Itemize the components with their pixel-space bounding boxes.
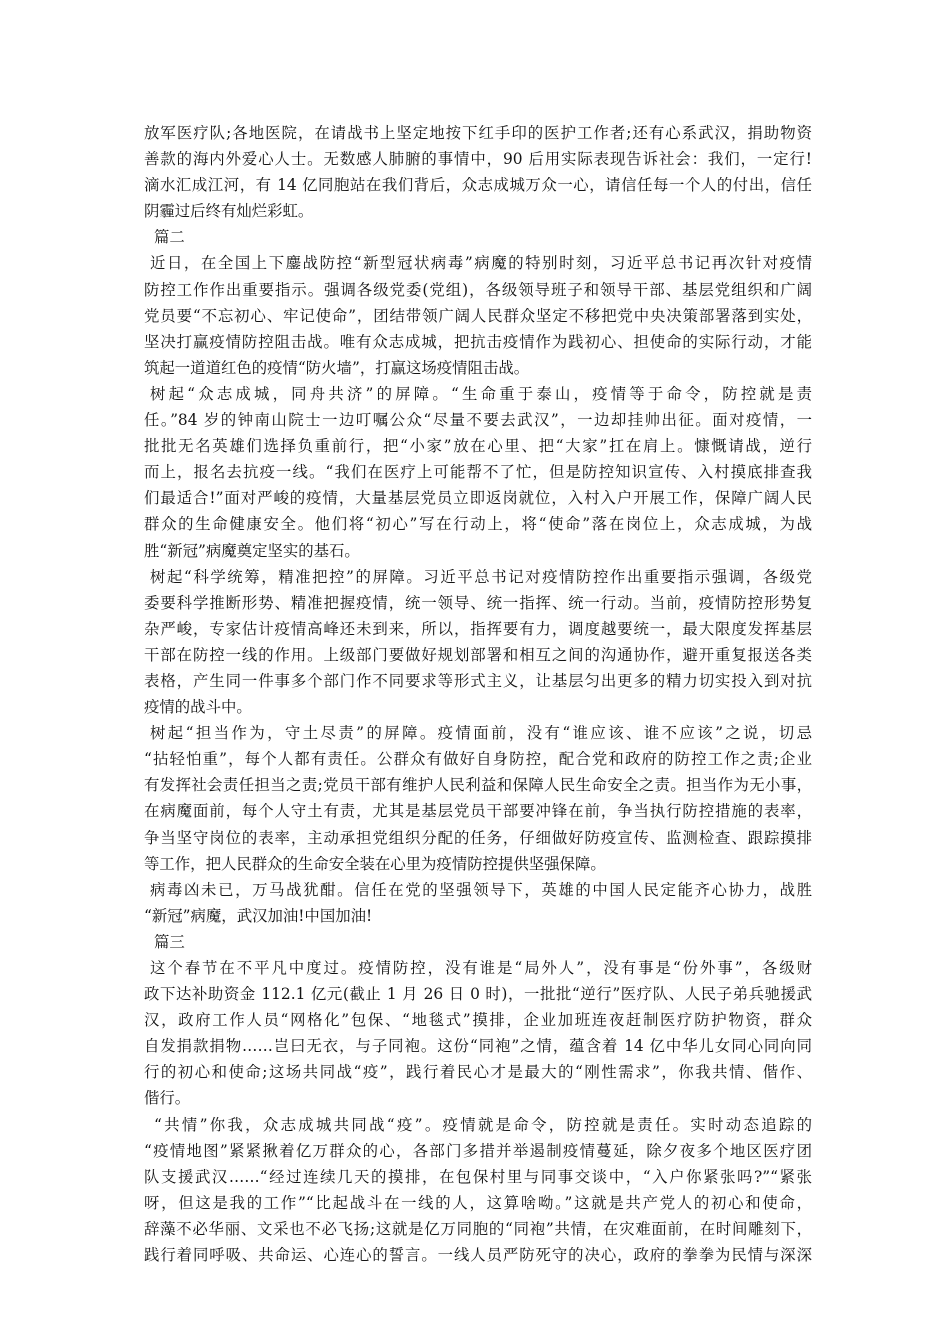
text-line: “新冠”病魔，武汉加油!中国加油! [144,906,373,925]
text-line: 辞藻不必华丽、文采也不必飞扬;这就是亿万同胞的“同袍”共情，在灾难面前，在时间雕刻下， [144,1219,812,1238]
text-line: 疫情的战斗中。 [144,698,252,717]
text-line: “共情”你我，众志成城共同战“疫”。疫情就是命令，防控就是责任。实时动态追踪的 [154,1115,812,1134]
text-line: 胜“新冠”病魔奠定坚实的基石。 [144,541,360,560]
text-line: 病毒凶未已，万马战犹酣。信任在党的坚强领导下，英雄的中国人民定能齐心协力，战胜 [150,880,812,899]
text-line: 任。”84 岁的钟南山院士一边叮嘱公众“尽量不要去武汉”，一边却挂帅出征。面对疫情，一 [144,411,812,430]
text-line: 阴霾过后终有灿烂彩虹。 [144,202,314,221]
text-line: 党员要“不忘初心、牢记使命”，团结带领广阔人民群众坚定不移把党中央决策部署落到实处， [144,306,812,325]
text-line: 群众的生命健康安全。他们将“初心”写在行动上，将“使命”落在岗位上，众志成城，为战 [144,515,812,534]
text-line: 队支援武汉……“经过连续几天的摸排，在包保村里与同事交谈中，“入户你紧张吗?”“紧张 [144,1167,812,1186]
text-line: 树起“担当作为，守土尽责”的屏障。疫情面前，没有“谁应该、谁不应该”之说，切忌 [150,724,812,743]
text-line: “拈轻怕重”，每个人都有责任。公群众有做好自身防控，配合党和政府的防控工作之责;企业 [144,750,812,769]
text-line: “疫情地图”紧紧揪着亿万群众的心，各部门多措并举遏制疫情蔓延，除夕夜多个地区医疗团 [144,1141,812,1160]
section-heading: 篇二 [154,228,185,247]
text-line: 争当坚守岗位的表率，主动承担党组织分配的任务，仔细做好防疫宣传、监测检查、跟踪摸排 [144,828,812,847]
text-line: 行的初心和使命;这场共同战“疫”，践行着民心才是最大的“刚性需求”，你我共情、偕作、 [144,1063,812,1082]
text-line: 树起“科学统筹，精准把控”的屏障。习近平总书记对疫情防控作出重要指示强调，各级党 [150,567,812,586]
text-line: 这个春节在不平凡中度过。疫情防控，没有谁是“局外人”，没有事是“份外事”，各级财 [150,959,812,977]
text-line: 筑起一道道红色的疫情“防火墙”，打赢这场疫情阻击战。 [144,358,530,377]
text-line: 近日，在全国上下鏖战防控“新型冠状病毒”病魔的特别时刻，习近平总书记再次针对疫情 [150,254,812,273]
text-line: 防控工作作出重要指示。强调各级党委(党组)，各级领导班子和领导干部、基层党组织和广阔 [144,280,812,299]
text-line: 委要科学推断形势、精准把握疫情，统一领导、统一指挥、统一行动。当前，疫情防控形势复 [144,593,812,612]
text-line: 表格，产生同一件事多个部门作不同要求等形式主义，让基层匀出更多的精力切实投入到对抗 [144,671,812,690]
text-line: 们最适合!”面对严峻的疫情，大量基层党员立即返岗就位，入村入户开展工作，保障广阔人民 [144,489,812,508]
text-line: 干部在防控一线的作用。上级部门要做好规划部署和相互之间的沟通协作，避开重复报送各类 [144,645,812,664]
text-line: 树起“众志成城，同舟共济”的屏障。“生命重于泰山，疫情等于命令，防控就是责 [150,384,812,403]
text-line: 偕行。 [144,1089,191,1108]
text-line: 坚决打赢疫情防控阻击战。唯有众志成城，把抗击疫情作为践初心、担使命的实际行动，才能 [144,332,812,351]
text-line: 批批无名英雄们选择负重前行，把“小家”放在心里、把“大家”扛在肩上。慷慨请战，逆行 [144,437,812,456]
text-line: 滴水汇成江河，有 14 亿同胞站在我们背后，众志成城万众一心，请信任每一个人的付出，信任 [144,176,812,195]
text-line: 善款的海内外爱心人士。无数感人肺腑的事情中，90 后用实际表现告诉社会：我们，一定行! [144,150,812,169]
text-line: 放军医疗队;各地医院，在请战书上坚定地按下红手印的医护工作者;还有心系武汉，捐助物资 [144,124,812,142]
text-line: 而上，报名去抗疫一线。“我们在医疗上可能帮不了忙，但是防控知识宣传、入村摸底排查我 [144,463,812,482]
document-body [144,120,812,1268]
text-line: 有发挥社会责任担当之责;党员干部有维护人民利益和保障人民生命安全之责。担当作为无小事， [144,776,812,795]
text-line: 政下达补助资金 112.1 亿元(截止 1 月 26 日 0 时)，一批批“逆行”医疗队、人民子弟兵驰援武 [144,985,812,1004]
text-line: 等工作，把人民群众的生命安全装在心里为疫情防控提供坚强保障。 [144,854,606,873]
text-line: 践行着同呼吸、共命运、心连心的誓言。一线人员严防死守的决心，政府的拳拳为民情与深深 [144,1246,812,1265]
text-line: 呀，但这是我的工作”“比起战斗在一线的人，这算啥呦。”这就是共产党人的初心和使命， [144,1193,812,1212]
section-heading: 篇三 [154,932,185,951]
text-line: 杂严峻，专家估计疫情高峰还未到来，所以，指挥要有力，调度越要统一，最大限度发挥基层 [144,619,812,638]
text-line: 汉，政府工作人员“网格化”包保、“地毯式”摸排，企业加班连夜赶制医疗防护物资，群众 [144,1011,812,1030]
text-line: 自发捐款捐物……岂曰无衣，与子同袍。这份“同袍”之情，蕴含着 14 亿中华儿女同心同向同 [144,1037,812,1056]
text-line: 在病魔面前，每个人守土有责，尤其是基层党员干部要冲锋在前，争当执行防控措施的表率， [144,802,812,821]
